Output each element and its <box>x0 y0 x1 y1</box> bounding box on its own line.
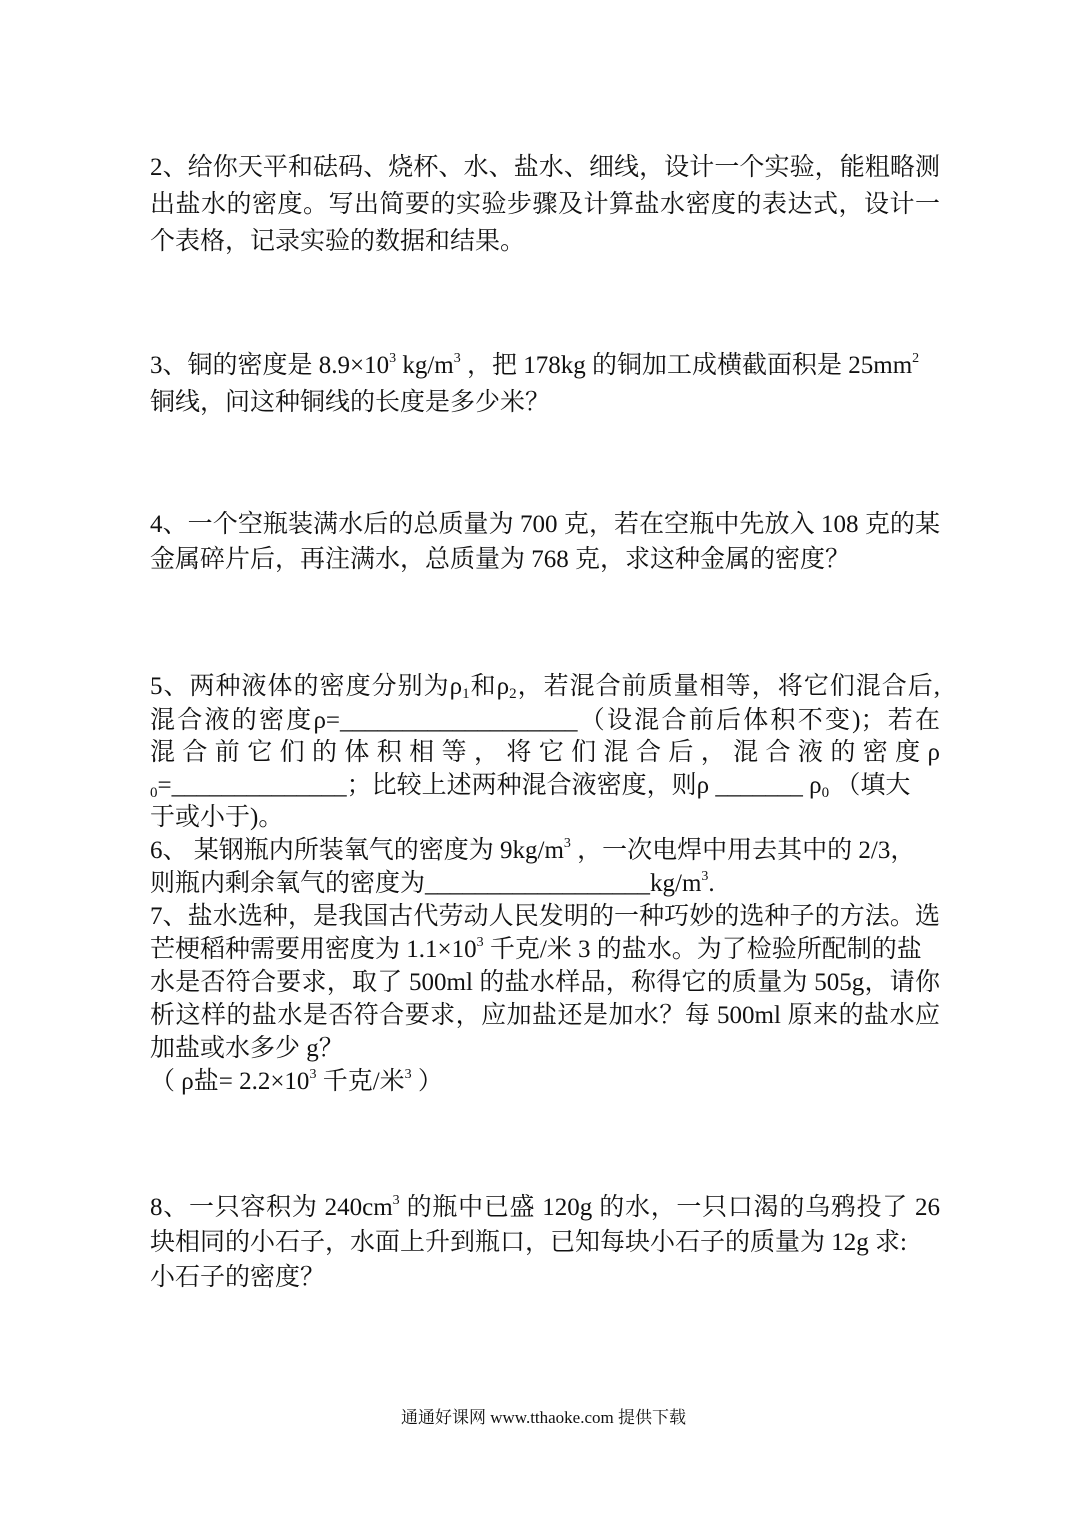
q4-line-2: 金属碎片后，再注满水，总质量为 768 克，求这种金属的密度？ <box>150 546 851 573</box>
q5-line-4 <box>150 771 940 801</box>
q3-sup-3: 2 <box>912 351 920 366</box>
q7-line-6 <box>150 1067 940 1097</box>
q6-sup-2: 3 <box>701 869 709 884</box>
q7-sup-3: 3 <box>404 1067 412 1082</box>
q8-text-b: 的瓶中已盛 120g 的水，一只口渴的乌鸦投了 26 <box>399 1194 940 1221</box>
q5-text-b: 和ρ <box>469 673 510 700</box>
q7-sup-2: 3 <box>309 1067 317 1082</box>
q5-text-c: ，若混合前质量相等，将它们混合后, <box>516 673 940 700</box>
q8-text-a: 8、一只容积为 240cm <box>150 1194 393 1221</box>
q7-text-d: 千克/米 <box>316 1068 405 1095</box>
q5-line-5: 于或小于)。 <box>150 804 284 831</box>
q3-sup-2: 3 <box>453 351 461 366</box>
q8-line-1 <box>150 1193 940 1223</box>
q6-text-a: 6、 某钢瓶内所装氧气的密度为 9kg/m <box>150 837 564 864</box>
q3-text-c: ，把 178kg 的铜加工成横截面积是 25mm <box>460 352 913 379</box>
q5-line-3: 混 合 前 它 们 的 体 积 相 等 ， 将 它 们 混 合 后 ， 混 合 液 的 密 度 ρ <box>150 739 940 766</box>
q4-line-1: 4、一个空瓶装满水后的总质量为 700 克，若在空瓶中先放入 108 克的某 <box>150 511 940 538</box>
q7-line-5: 加盐或水多少 g？ <box>150 1035 344 1062</box>
q3-text-b: kg/m <box>396 352 454 379</box>
q5-line-2: 混合液的密度ρ=___________________（设混合前后体积不变)；若在 <box>150 707 940 734</box>
q5-sub-4: 0 <box>821 785 830 801</box>
q8-line-2: 块相同的小石子，水面上升到瓶口，已知每块小石子的质量为 12g 求: <box>150 1229 907 1256</box>
footer-text: 通通好课网 www.tthaoke.com 提供下载 <box>400 1408 687 1427</box>
q6-line-2 <box>150 869 940 899</box>
q5-sub-3: 0 <box>150 785 158 801</box>
q8-sup-1: 3 <box>392 1193 400 1208</box>
q3-text-a: 3、铜的密度是 8.9×10 <box>150 352 390 379</box>
q7-text-b: 千克/米 3 的盐水。为了检验所配制的盐 <box>483 936 922 963</box>
q2-line-3: 个表格，记录实验的数据和结果。 <box>150 228 526 255</box>
q7-line-2 <box>150 935 940 965</box>
q3-line-2: 铜线，问这种铜线的长度是多少米？ <box>150 389 551 416</box>
q6-text-c: 则瓶内剩余氧气的密度为__________________kg/m <box>150 870 702 897</box>
q7-text-a: 芒梗稻种需要用密度为 1.1×10 <box>150 936 477 963</box>
q5-line-1 <box>150 672 940 702</box>
q5-text-e: （填大 <box>829 772 911 799</box>
q3-sup-1: 3 <box>389 351 397 366</box>
q2-line-2: 出盐水的密度。写出简要的实验步骤及计算盐水密度的表达式，设计一 <box>150 191 940 218</box>
q7-line-1: 7、盐水选种，是我国古代劳动人民发明的一种巧妙的选种子的方法。选 <box>150 903 940 930</box>
q7-line-3: 水是否符合要求，取了 500ml 的盐水样品，称得它的质量为 505g，请你 <box>150 969 940 996</box>
q7-text-c: （ ρ盐= 2.2×10 <box>150 1068 310 1095</box>
q7-line-4: 析这样的盐水是否符合要求，应加盐还是加水？每 500ml 原来的盐水应 <box>150 1002 940 1029</box>
q5-text-a: 5、两种液体的密度分别为ρ <box>150 673 463 700</box>
q8-line-3: 小石子的密度？ <box>150 1264 326 1291</box>
q5-sub-1: 1 <box>462 686 470 702</box>
q6-text-b: ，一次电焊中用去其中的 2/3， <box>570 837 916 864</box>
q6-sup-1: 3 <box>563 836 571 851</box>
q5-text-d: =______________；比较上述两种混合液密度，则ρ _______ ρ <box>157 772 822 799</box>
q7-text-e: ） <box>411 1068 443 1095</box>
q5-sub-2: 2 <box>509 686 517 702</box>
q6-text-d: . <box>708 870 715 897</box>
q6-line-1 <box>150 836 940 866</box>
q2-line-1: 2、给你天平和砝码、烧杯、水、盐水、细线，设计一个实验，能粗略测 <box>150 154 940 181</box>
q3-line-1 <box>150 351 940 381</box>
q7-sup-1: 3 <box>476 935 484 950</box>
